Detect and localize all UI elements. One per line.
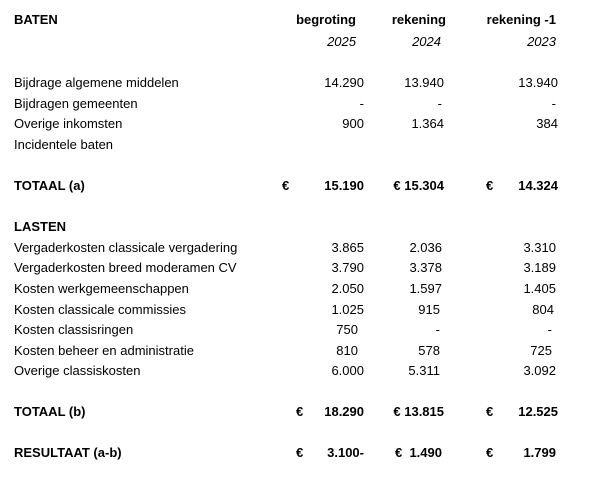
col3-value: - [547,322,552,337]
col2-value: € 1.490 [395,445,442,460]
currency-symbol: € [296,404,304,419]
col1-value: 750 [336,322,358,337]
col2-value: 5.311 [408,363,440,378]
col2-value: - [435,322,440,337]
col2-value: 3.378 [409,260,442,275]
col1-value: 3.790 [331,260,364,275]
col2-value: € 15.304 [393,178,444,193]
col3-header: rekening -1 [486,12,556,27]
col1-year: 2025 [327,34,356,49]
col3-value: 13.940 [518,75,558,90]
col1-value: 2.050 [331,281,364,296]
col1-value: 900 [342,116,364,131]
col1-value: 3.100- [327,445,364,460]
baten-heading: BATEN [14,12,58,27]
col2-year: 2024 [412,34,441,49]
col2-header: rekening [391,12,446,27]
col2-value: 1.597 [409,281,442,296]
col2-value: - [437,96,442,111]
col3-value: 3.189 [523,260,556,275]
currency-symbol: € [486,404,494,419]
col1-value: 6.000 [331,363,364,378]
lasten-heading: LASTEN [14,219,66,234]
col3-value: 14.324 [518,178,558,193]
col1-header: begroting [296,12,356,27]
col1-value: 18.290 [324,404,364,419]
row-label: Bijdragen gemeenten [14,96,138,111]
row-label: Overige classiskosten [14,363,141,378]
col2-value: 2.036 [409,240,442,255]
row-label: Overige inkomsten [14,116,123,131]
col3-value: 12.525 [518,404,558,419]
row-label: Incidentele baten [14,137,114,152]
col1-value: 1.025 [331,302,364,317]
row-label: Vergaderkosten breed moderamen CV [14,260,237,275]
col3-value: 804 [532,302,554,317]
col1-value: 14.290 [324,75,364,90]
row-label: Bijdrage algemene middelen [14,75,179,90]
row-label: Vergaderkosten classicale vergadering [14,240,238,255]
currency-symbol: € [486,445,494,460]
col3-value: 384 [536,116,558,131]
row-label: Kosten classicale commissies [14,302,186,317]
col3-value: - [551,96,556,111]
col2-value: 915 [418,302,440,317]
currency-symbol: € [282,178,290,193]
col1-value: 810 [336,343,358,358]
currency-symbol: € [486,178,494,193]
col1-value: 3.865 [331,240,364,255]
col3-value: 3.092 [523,363,556,378]
col2-value: 13.940 [404,75,444,90]
row-label: Kosten werkgemeenschappen [14,281,189,296]
col2-value: € 13.815 [393,404,444,419]
row-label: Kosten classisringen [14,322,134,337]
col1-value: 15.190 [324,178,364,193]
col3-value: 1.405 [523,281,556,296]
col3-value: 1.799 [523,445,556,460]
row-label: TOTAAL (a) [14,178,85,193]
col1-value: - [359,96,364,111]
col2-value: 1.364 [411,116,444,131]
row-label: Kosten beheer en administratie [14,343,194,358]
col3-value: 3.310 [523,240,556,255]
row-label: TOTAAL (b) [14,404,86,419]
col3-value: 725 [530,343,552,358]
currency-symbol: € [296,445,304,460]
row-label: RESULTAAT (a-b) [14,445,122,460]
col2-value: 578 [418,343,440,358]
col3-year: 2023 [527,34,556,49]
